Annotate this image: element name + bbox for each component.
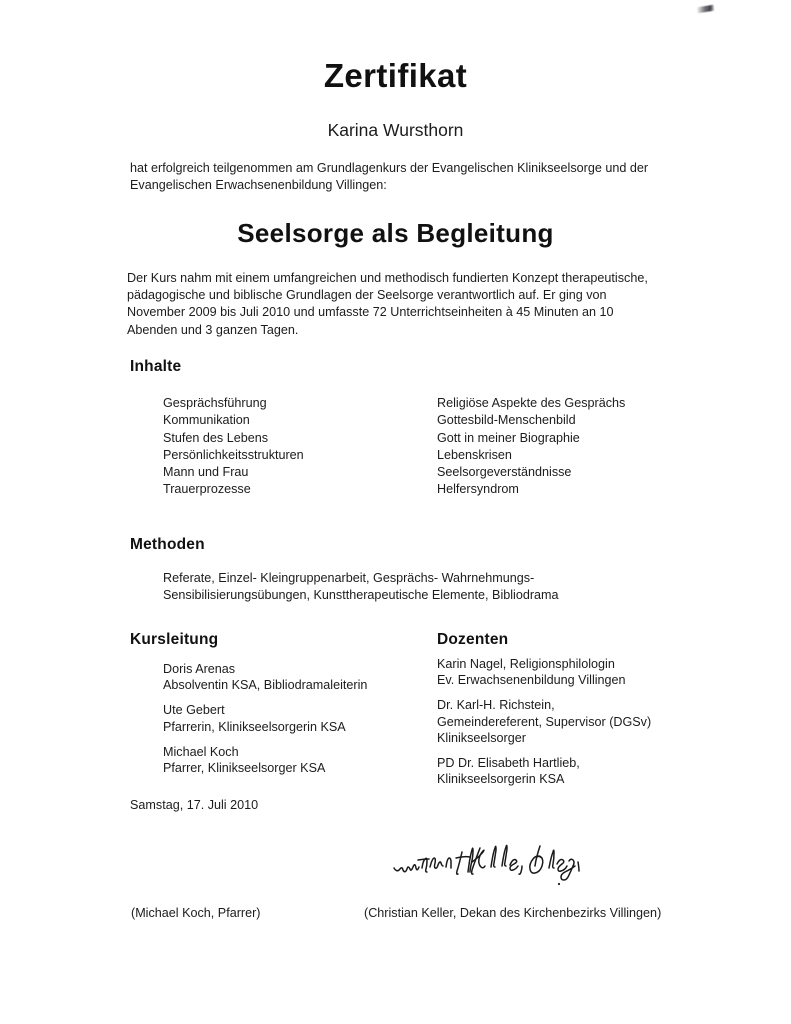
person-role: Klinikseelsorgerin KSA — [437, 772, 565, 787]
list-item: Gesprächsführung — [163, 396, 267, 410]
inhalte-list-right — [437, 395, 717, 499]
list-item: Gott in meiner Biographie — [437, 430, 580, 445]
person-role: Pfarrerin, Klinikseelsorgerin KSA — [163, 719, 346, 734]
dozenten-people-list — [437, 656, 707, 787]
list-item — [163, 702, 418, 734]
list-item: Gottesbild-Menschenbild — [437, 413, 576, 428]
list-item: Persönlichkeitsstrukturen — [163, 447, 304, 462]
list-item: Mann und Frau — [163, 465, 249, 480]
person-name: Dr. Karl-H. Richstein, — [437, 698, 555, 713]
inhalte-list-left — [163, 395, 423, 499]
list-item: Seelsorgeverständnisse — [437, 465, 572, 480]
list-item — [437, 755, 707, 787]
person-role: Gemeindereferent, Supervisor (DGSv) — [437, 714, 652, 729]
course-summary-paragraph: Der Kurs nahm mit einem umfangreichen und methodisch fundierten Konzept therapeutische, pädagogische und biblische Grundlagen der Seelsorge verantwortlich auf. Er ging von November 2009 bis Juli 2010 und umfasste 72 Unterrichtseinheiten à 45 Minuten an 10 Abenden und 3 ganzen Tagen. — [127, 271, 648, 337]
list-item — [163, 661, 418, 693]
person-role: Ev. Erwachsenenbildung Villingen — [437, 673, 626, 688]
signing-date: Samstag, 17. Juli 2010 — [130, 798, 259, 812]
methoden-line-2: Sensibilisierungsübungen, Kunsttherapeutische Elemente, Bibliodrama — [163, 588, 559, 603]
methoden-line-1: Referate, Einzel- Kleingruppenarbeit, Gesprächs- Wahrnehmungs- — [163, 571, 535, 585]
methoden-body — [163, 570, 583, 604]
person-role: Klinikseelsorger — [437, 730, 526, 745]
person-name: Ute Gebert — [163, 703, 225, 718]
person-role: Pfarrer, Klinikseelsorger KSA — [163, 761, 326, 776]
person-name: Karin Nagel, Religionsphilologin — [437, 657, 615, 671]
section-heading-methoden: Methoden — [130, 536, 205, 553]
list-item: Kommunikation — [163, 413, 250, 428]
list-item: Lebenskrisen — [437, 447, 512, 462]
list-item: Stufen des Lebens — [163, 430, 269, 445]
list-item: Religiöse Aspekte des Gesprächs — [437, 396, 626, 410]
list-item: Helfersyndrom — [437, 482, 519, 497]
person-name: Doris Arenas — [163, 662, 236, 676]
signature-caption-right: (Christian Keller, Dekan des Kirchenbezirks Villingen) — [364, 906, 662, 920]
section-heading-inhalte: Inhalte — [130, 358, 182, 375]
person-name: Michael Koch — [163, 744, 239, 759]
scan-artifact-mark — [697, 5, 715, 14]
person-name: PD Dr. Elisabeth Hartlieb, — [437, 756, 580, 771]
page-title: Zertifikat — [323, 57, 468, 94]
list-item — [437, 656, 707, 688]
section-heading-dozenten: Dozenten — [437, 631, 509, 648]
kursleitung-people-list — [163, 661, 418, 776]
recipient-name: Karina Wursthorn — [327, 120, 464, 140]
person-role: Absolventin KSA, Bibliodramaleiterin — [163, 678, 368, 693]
list-item — [163, 744, 418, 776]
intro-paragraph: hat erfolgreich teilgenommen am Grundlagenkurs der Evangelischen Klinikseelsorge und der Evangelischen Erwachsenenbildung Villingen: — [130, 161, 649, 192]
list-item: Trauerprozesse — [163, 482, 251, 497]
course-title: Seelsorge als Begleitung — [237, 218, 554, 248]
section-heading-kursleitung: Kursleitung — [130, 631, 219, 648]
handwritten-signature — [392, 838, 602, 896]
signature-caption-left: (Michael Koch, Pfarrer) — [131, 906, 261, 920]
list-item — [437, 697, 707, 746]
